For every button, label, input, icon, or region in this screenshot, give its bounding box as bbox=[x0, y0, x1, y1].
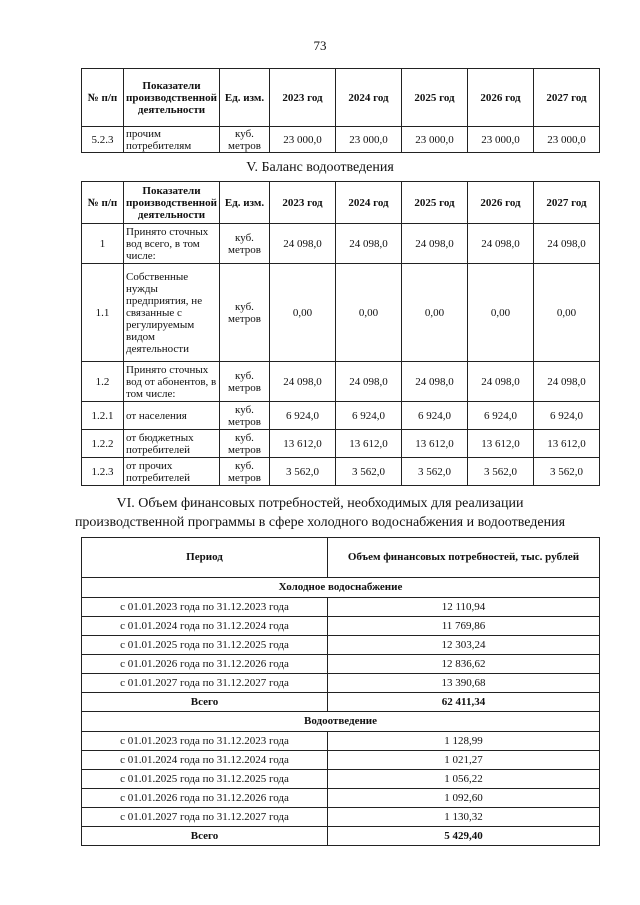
table-row bbox=[82, 598, 600, 617]
table-row bbox=[82, 430, 600, 458]
header-cell: Показатели производственной деятельности bbox=[124, 182, 220, 224]
cell: 3 562,0 bbox=[336, 458, 402, 486]
cell: куб. метров bbox=[220, 402, 270, 430]
cell: 23 000,0 bbox=[468, 127, 534, 153]
header-cell: 2025 год bbox=[402, 69, 468, 127]
table-row bbox=[82, 789, 600, 808]
total-value: 5 429,40 bbox=[328, 827, 600, 846]
table-row bbox=[82, 674, 600, 693]
header-cell: № п/п bbox=[82, 69, 124, 127]
cell: 6 924,0 bbox=[336, 402, 402, 430]
cell: 13 612,0 bbox=[534, 430, 600, 458]
cell-value: 1 128,99 bbox=[328, 732, 600, 751]
cell-value: 1 130,32 bbox=[328, 808, 600, 827]
cell-period: с 01.01.2027 года по 31.12.2027 года bbox=[82, 674, 328, 693]
cell: 24 098,0 bbox=[402, 362, 468, 402]
cell-period: с 01.01.2024 года по 31.12.2024 года bbox=[82, 617, 328, 636]
cell-period: с 01.01.2023 года по 31.12.2023 года bbox=[82, 598, 328, 617]
cell: 24 098,0 bbox=[336, 362, 402, 402]
cell: от прочих потребителей bbox=[124, 458, 220, 486]
cell: 13 612,0 bbox=[468, 430, 534, 458]
cell: 3 562,0 bbox=[534, 458, 600, 486]
cell-value: 12 110,94 bbox=[328, 598, 600, 617]
cell: 23 000,0 bbox=[402, 127, 468, 153]
total-row bbox=[82, 693, 600, 712]
header-cell: № п/п bbox=[82, 182, 124, 224]
header-cell: Показатели производственной деятельности bbox=[124, 69, 220, 127]
header-cell: 2024 год bbox=[336, 69, 402, 127]
header-cell: 2023 год bbox=[270, 69, 336, 127]
section-6-title-line-2: производственной программы в сфере холодного водоснабжения и водоотведения bbox=[74, 515, 566, 530]
cell: 0,00 bbox=[468, 264, 534, 362]
total-label: Всего bbox=[82, 693, 328, 712]
cell: 24 098,0 bbox=[468, 224, 534, 264]
cell: 1 bbox=[82, 224, 124, 264]
cell-value: 1 056,22 bbox=[328, 770, 600, 789]
cell: 13 612,0 bbox=[402, 430, 468, 458]
cell: куб. метров bbox=[220, 264, 270, 362]
table-wastewater-balance bbox=[81, 181, 600, 486]
cell: 6 924,0 bbox=[468, 402, 534, 430]
header-cell: 2023 год bbox=[270, 182, 336, 224]
cell: 13 612,0 bbox=[336, 430, 402, 458]
total-value: 62 411,34 bbox=[328, 693, 600, 712]
cell: 24 098,0 bbox=[534, 362, 600, 402]
section-6-title bbox=[0, 494, 640, 532]
header-cell: 2026 год bbox=[468, 69, 534, 127]
table-row bbox=[82, 458, 600, 486]
cell: 13 612,0 bbox=[270, 430, 336, 458]
cell: 6 924,0 bbox=[534, 402, 600, 430]
table-row bbox=[82, 636, 600, 655]
cell: 24 098,0 bbox=[270, 362, 336, 402]
cell-period: с 01.01.2026 года по 31.12.2026 года bbox=[82, 655, 328, 674]
cell: 6 924,0 bbox=[402, 402, 468, 430]
cell: 1.2.1 bbox=[82, 402, 124, 430]
cell: прочим потребителям bbox=[124, 127, 220, 153]
group-title-cold-water: Холодное водоснабжение bbox=[82, 578, 600, 598]
cell: 1.2 bbox=[82, 362, 124, 402]
total-label: Всего bbox=[82, 827, 328, 846]
cell: куб. метров bbox=[220, 430, 270, 458]
cell: 24 098,0 bbox=[534, 224, 600, 264]
total-row bbox=[82, 827, 600, 846]
cell: 1.2.3 bbox=[82, 458, 124, 486]
cell: 1.1 bbox=[82, 264, 124, 362]
cell: 24 098,0 bbox=[336, 224, 402, 264]
cell: 23 000,0 bbox=[534, 127, 600, 153]
cell: куб. метров bbox=[220, 362, 270, 402]
section-6-title-line-1: VI. Объем финансовых потребностей, необходимых для реализации bbox=[116, 496, 524, 511]
table-row bbox=[82, 732, 600, 751]
cell: 5.2.3 bbox=[82, 127, 124, 153]
cell-period: с 01.01.2023 года по 31.12.2023 года bbox=[82, 732, 328, 751]
cell: 3 562,0 bbox=[402, 458, 468, 486]
table-row bbox=[82, 402, 600, 430]
header-cell: 2027 год bbox=[534, 182, 600, 224]
cell-value: 11 769,86 bbox=[328, 617, 600, 636]
cell: от населения bbox=[124, 402, 220, 430]
cell: 24 098,0 bbox=[402, 224, 468, 264]
cell: 3 562,0 bbox=[270, 458, 336, 486]
cell-value: 12 303,24 bbox=[328, 636, 600, 655]
table-row bbox=[82, 808, 600, 827]
section-5-title: V. Баланс водоотведения bbox=[246, 160, 394, 175]
cell-period: с 01.01.2026 года по 31.12.2026 года bbox=[82, 789, 328, 808]
table-row bbox=[82, 617, 600, 636]
table-row bbox=[82, 362, 600, 402]
cell: 1.2.2 bbox=[82, 430, 124, 458]
header-cell: 2027 год bbox=[534, 69, 600, 127]
cell: куб. метров bbox=[220, 458, 270, 486]
cell: 23 000,0 bbox=[270, 127, 336, 153]
table-financial-needs bbox=[81, 537, 600, 846]
cell: куб. метров bbox=[220, 224, 270, 264]
table-row bbox=[82, 655, 600, 674]
cell-period: с 01.01.2027 года по 31.12.2027 года bbox=[82, 808, 328, 827]
cell: 0,00 bbox=[402, 264, 468, 362]
table-row bbox=[82, 751, 600, 770]
cell: 23 000,0 bbox=[336, 127, 402, 153]
cell: Принято сточных вод от абонентов, в том числе: bbox=[124, 362, 220, 402]
table-row bbox=[82, 224, 600, 264]
table-row bbox=[82, 127, 600, 153]
table-water-supply-tail bbox=[81, 68, 600, 153]
cell: Принято сточных вод всего, в том числе: bbox=[124, 224, 220, 264]
header-volume: Объем финансовых потребностей, тыс. рублей bbox=[328, 538, 600, 578]
cell-value: 1 021,27 bbox=[328, 751, 600, 770]
header-cell: Ед. изм. bbox=[220, 69, 270, 127]
header-cell: 2025 год bbox=[402, 182, 468, 224]
header-cell: Ед. изм. bbox=[220, 182, 270, 224]
header-period: Период bbox=[82, 538, 328, 578]
table-row bbox=[82, 264, 600, 362]
cell: 0,00 bbox=[534, 264, 600, 362]
cell: 0,00 bbox=[336, 264, 402, 362]
cell-value: 13 390,68 bbox=[328, 674, 600, 693]
cell-value: 1 092,60 bbox=[328, 789, 600, 808]
page-number: 73 bbox=[313, 38, 327, 53]
cell-period: с 01.01.2025 года по 31.12.2025 года bbox=[82, 636, 328, 655]
group-title-wastewater: Водоотведение bbox=[82, 712, 600, 732]
cell: 24 098,0 bbox=[468, 362, 534, 402]
cell-period: с 01.01.2025 года по 31.12.2025 года bbox=[82, 770, 328, 789]
cell: куб. метров bbox=[220, 127, 270, 153]
cell-value: 12 836,62 bbox=[328, 655, 600, 674]
header-cell: 2026 год bbox=[468, 182, 534, 224]
header-cell: 2024 год bbox=[336, 182, 402, 224]
cell-period: с 01.01.2024 года по 31.12.2024 года bbox=[82, 751, 328, 770]
cell: 3 562,0 bbox=[468, 458, 534, 486]
cell: 0,00 bbox=[270, 264, 336, 362]
table-row bbox=[82, 770, 600, 789]
cell: 6 924,0 bbox=[270, 402, 336, 430]
cell: от бюджетных потребителей bbox=[124, 430, 220, 458]
cell: Собственные нужды предприятия, не связанные с регулируемым видом деятельности bbox=[124, 264, 220, 362]
cell: 24 098,0 bbox=[270, 224, 336, 264]
